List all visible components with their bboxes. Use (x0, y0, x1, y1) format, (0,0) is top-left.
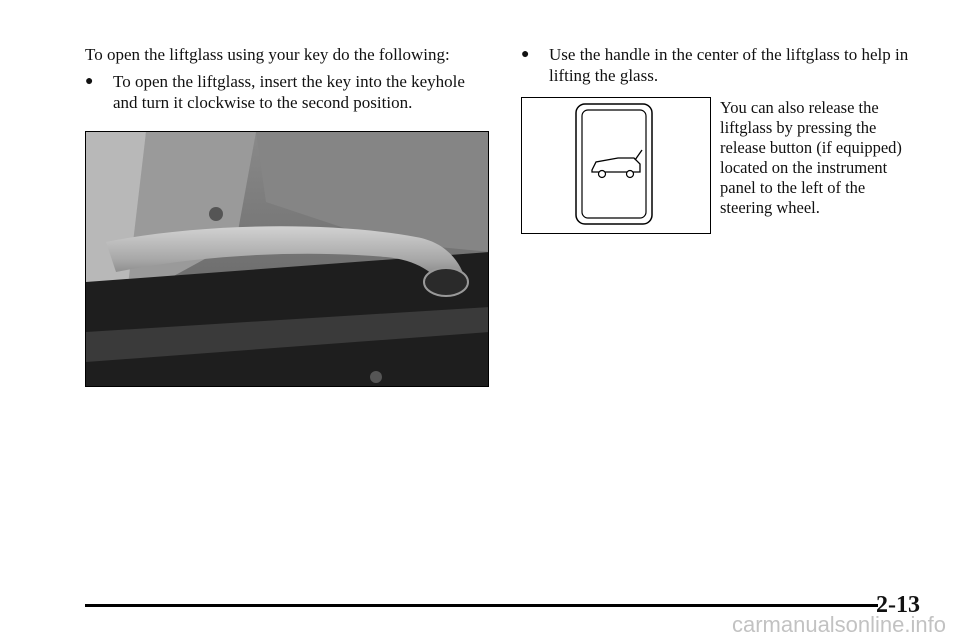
bullet-handle-line-1: Use the handle in the center of the liftglass to help in (549, 45, 909, 64)
bullet-handle-line-2: lifting the glass. (549, 66, 659, 85)
release-text-line: panel to the left of the (720, 178, 866, 197)
release-button-description (720, 98, 902, 218)
bullet-item-key (85, 71, 485, 115)
release-text-line: steering wheel. (720, 198, 820, 217)
footer-rule (85, 604, 878, 607)
liftglass-photo-illustration (86, 132, 489, 387)
release-text-line: release button (if equipped) (720, 138, 902, 157)
page-number: 2-13 (876, 592, 920, 618)
release-text-line: You can also release the (720, 98, 879, 117)
release-text-line: liftglass by pressing the (720, 118, 877, 137)
release-text-line: located on the instrument (720, 158, 888, 177)
intro-text: To open the liftglass using your key do the following: (85, 45, 450, 64)
bullet-item-handle (521, 44, 931, 88)
liftglass-release-button-icon (522, 98, 712, 235)
bullet-key-line-1: To open the liftglass, insert the key into the keyhole (113, 72, 465, 91)
liftglass-handle-photo (85, 131, 489, 387)
bullet-icon: ● (521, 47, 530, 62)
bullet-key-line-2: and turn it clockwise to the second position. (113, 93, 413, 112)
bullet-icon: ● (85, 74, 94, 89)
watermark: carmanualsonline.info (731, 612, 946, 637)
liftglass-release-button-figure (521, 97, 711, 234)
